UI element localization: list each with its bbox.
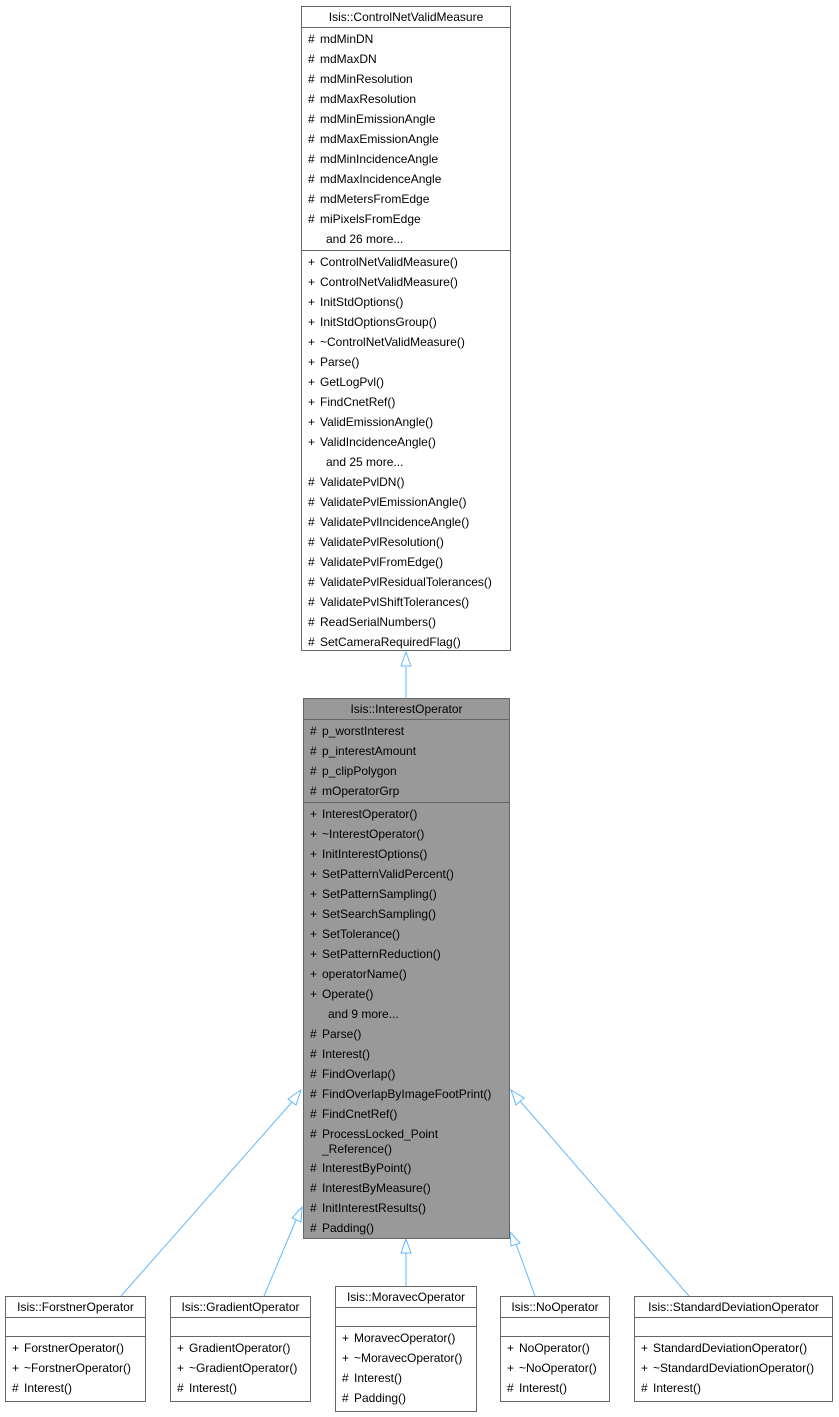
method-name: InitStdOptions() bbox=[320, 295, 404, 309]
visibility-marker: # bbox=[310, 1027, 317, 1041]
method-name: Parse() bbox=[322, 1027, 362, 1041]
method-name: ~ForstnerOperator() bbox=[24, 1361, 132, 1375]
method-name: SetSearchSampling() bbox=[322, 907, 437, 921]
class-gradientoperator[interactable] bbox=[170, 1296, 311, 1402]
attribute-name: mOperatorGrp bbox=[322, 784, 400, 798]
visibility-marker: + bbox=[308, 435, 316, 449]
method-name: ~NoOperator() bbox=[519, 1361, 597, 1375]
method-name: ControlNetValidMeasure() bbox=[320, 275, 458, 289]
method-row[interactable] bbox=[304, 824, 509, 844]
method-row[interactable] bbox=[501, 1378, 609, 1398]
visibility-marker: # bbox=[310, 784, 317, 798]
methods-section bbox=[171, 1337, 310, 1399]
method-row[interactable] bbox=[302, 552, 510, 572]
method-name: InitInterestOptions() bbox=[322, 847, 428, 861]
attribute-row[interactable] bbox=[302, 209, 510, 229]
method-row[interactable] bbox=[302, 372, 510, 392]
method-row[interactable] bbox=[336, 1388, 476, 1408]
method-row[interactable] bbox=[302, 312, 510, 332]
visibility-marker: # bbox=[12, 1381, 19, 1395]
methods-section bbox=[501, 1337, 609, 1399]
method-row[interactable] bbox=[304, 1124, 509, 1158]
method-name: SetPatternSampling() bbox=[322, 887, 437, 901]
arrowhead-forstner bbox=[288, 1090, 301, 1105]
method-name: StandardDeviationOperator() bbox=[653, 1341, 808, 1355]
visibility-marker: + bbox=[641, 1361, 649, 1375]
attributes-section bbox=[501, 1318, 609, 1337]
method-name: ~ControlNetValidMeasure() bbox=[320, 335, 465, 349]
class-title[interactable]: Isis::ControlNetValidMeasure bbox=[302, 7, 510, 28]
attribute-row[interactable] bbox=[304, 721, 509, 741]
method-name: FindCnetRef() bbox=[322, 1107, 398, 1121]
attribute-row[interactable] bbox=[304, 761, 509, 781]
attribute-row[interactable] bbox=[304, 741, 509, 761]
visibility-marker: # bbox=[310, 1221, 317, 1235]
visibility-marker: # bbox=[308, 212, 315, 226]
method-name: InitStdOptionsGroup() bbox=[320, 315, 437, 329]
attribute-name: miPixelsFromEdge bbox=[320, 212, 421, 226]
class-interestoperator[interactable] bbox=[303, 698, 510, 1239]
class-moravecoperator[interactable] bbox=[335, 1286, 477, 1412]
method-row[interactable] bbox=[302, 252, 510, 272]
visibility-marker: + bbox=[310, 807, 318, 821]
method-name: Interest() bbox=[519, 1381, 568, 1395]
method-row[interactable] bbox=[635, 1338, 832, 1358]
visibility-marker: # bbox=[342, 1371, 349, 1385]
class-title[interactable]: Isis::InterestOperator bbox=[304, 699, 509, 720]
method-row[interactable] bbox=[635, 1358, 832, 1378]
visibility-marker: # bbox=[308, 172, 315, 186]
method-row[interactable] bbox=[302, 572, 510, 592]
more-label: and 26 more... bbox=[326, 232, 404, 246]
attribute-name: mdMaxResolution bbox=[320, 92, 417, 106]
method-name: ReadSerialNumbers() bbox=[320, 615, 437, 629]
visibility-marker: # bbox=[308, 475, 315, 489]
visibility-marker: + bbox=[177, 1361, 185, 1375]
visibility-marker: # bbox=[308, 52, 315, 66]
method-row[interactable] bbox=[302, 332, 510, 352]
attributes-section bbox=[171, 1318, 310, 1337]
attribute-row[interactable] bbox=[304, 781, 509, 801]
visibility-marker: # bbox=[310, 724, 317, 738]
visibility-marker: + bbox=[308, 295, 316, 309]
method-name: ValidIncidenceAngle() bbox=[320, 435, 436, 449]
method-row[interactable] bbox=[304, 804, 509, 824]
visibility-marker: # bbox=[177, 1381, 184, 1395]
method-name: Interest() bbox=[322, 1047, 371, 1061]
method-row[interactable] bbox=[302, 632, 510, 652]
method-name: SetPatternValidPercent() bbox=[322, 867, 454, 881]
arrowhead-moravec bbox=[401, 1239, 411, 1253]
arrowhead-gradient bbox=[292, 1207, 302, 1222]
method-row[interactable] bbox=[304, 1178, 509, 1198]
method-row[interactable] bbox=[302, 272, 510, 292]
visibility-marker: # bbox=[308, 635, 315, 649]
method-row[interactable] bbox=[304, 964, 509, 984]
visibility-marker: + bbox=[308, 255, 316, 269]
method-row[interactable] bbox=[304, 1198, 509, 1218]
method-row[interactable] bbox=[6, 1378, 145, 1398]
attribute-row[interactable] bbox=[302, 69, 510, 89]
class-title[interactable]: Isis::GradientOperator bbox=[171, 1297, 310, 1318]
more-label: and 25 more... bbox=[326, 455, 404, 469]
method-name: ~MoravecOperator() bbox=[354, 1351, 463, 1365]
more-members-link[interactable] bbox=[304, 1004, 509, 1024]
method-name: ControlNetValidMeasure() bbox=[320, 255, 458, 269]
class-forstneroperator[interactable] bbox=[5, 1296, 146, 1402]
attribute-name: mdMaxDN bbox=[320, 52, 377, 66]
visibility-marker: # bbox=[310, 1161, 317, 1175]
edge-gradient-to-interestoperator bbox=[264, 1220, 296, 1296]
method-name: ~InterestOperator() bbox=[322, 827, 425, 841]
visibility-marker: + bbox=[310, 947, 318, 961]
visibility-marker: + bbox=[310, 967, 318, 981]
method-row[interactable] bbox=[302, 612, 510, 632]
method-name: Interest() bbox=[189, 1381, 238, 1395]
method-name: Interest() bbox=[653, 1381, 702, 1395]
visibility-marker: + bbox=[310, 987, 318, 1001]
visibility-marker: # bbox=[310, 744, 317, 758]
visibility-marker: + bbox=[12, 1361, 20, 1375]
method-name: InterestOperator() bbox=[322, 807, 418, 821]
attribute-row[interactable] bbox=[302, 129, 510, 149]
attributes-section bbox=[304, 720, 509, 803]
method-row[interactable] bbox=[304, 924, 509, 944]
visibility-marker: + bbox=[507, 1341, 515, 1355]
attribute-row[interactable] bbox=[302, 169, 510, 189]
method-name: ProcessLocked_Point _Reference() bbox=[322, 1127, 439, 1156]
visibility-marker: # bbox=[308, 92, 315, 106]
visibility-marker: + bbox=[308, 315, 316, 329]
attribute-name: mdMetersFromEdge bbox=[320, 192, 430, 206]
method-row[interactable] bbox=[501, 1338, 609, 1358]
attribute-name: mdMaxEmissionAngle bbox=[320, 132, 439, 146]
method-row[interactable] bbox=[302, 492, 510, 512]
edge-standarddeviation-to-interestoperator bbox=[520, 1101, 689, 1296]
method-row[interactable] bbox=[336, 1368, 476, 1388]
method-row[interactable] bbox=[302, 512, 510, 532]
method-row[interactable] bbox=[171, 1378, 310, 1398]
method-row[interactable] bbox=[6, 1358, 145, 1378]
method-name: SetTolerance() bbox=[322, 927, 401, 941]
attributes-section bbox=[336, 1308, 476, 1327]
visibility-marker: + bbox=[310, 847, 318, 861]
visibility-marker: # bbox=[308, 515, 315, 529]
visibility-marker: + bbox=[342, 1351, 350, 1365]
attribute-row[interactable] bbox=[302, 89, 510, 109]
attribute-name: mdMaxIncidenceAngle bbox=[320, 172, 442, 186]
attribute-name: mdMinIncidenceAngle bbox=[320, 152, 439, 166]
method-row[interactable] bbox=[304, 864, 509, 884]
attribute-name: mdMinDN bbox=[320, 32, 374, 46]
method-name: SetCameraRequiredFlag() bbox=[320, 635, 461, 649]
visibility-marker: + bbox=[641, 1341, 649, 1355]
method-name: NoOperator() bbox=[519, 1341, 590, 1355]
method-row[interactable] bbox=[304, 1104, 509, 1124]
method-name: FindCnetRef() bbox=[320, 395, 396, 409]
method-row[interactable] bbox=[336, 1348, 476, 1368]
method-name: ValidEmissionAngle() bbox=[320, 415, 434, 429]
visibility-marker: # bbox=[310, 1107, 317, 1121]
visibility-marker: # bbox=[310, 1127, 317, 1141]
method-name: GradientOperator() bbox=[189, 1341, 291, 1355]
method-row[interactable] bbox=[304, 1218, 509, 1238]
visibility-marker: + bbox=[310, 887, 318, 901]
methods-section bbox=[635, 1337, 832, 1399]
attribute-name: p_interestAmount bbox=[322, 744, 417, 758]
method-row[interactable] bbox=[635, 1378, 832, 1398]
visibility-marker: # bbox=[310, 1067, 317, 1081]
visibility-marker: # bbox=[308, 495, 315, 509]
method-row[interactable] bbox=[336, 1328, 476, 1348]
visibility-marker: # bbox=[308, 192, 315, 206]
method-name: Operate() bbox=[322, 987, 374, 1001]
attribute-name: p_worstInterest bbox=[322, 724, 405, 738]
attribute-row[interactable] bbox=[302, 109, 510, 129]
attributes-section bbox=[6, 1318, 145, 1337]
method-name: ValidatePvlDN() bbox=[320, 475, 405, 489]
visibility-marker: + bbox=[507, 1361, 515, 1375]
visibility-marker: # bbox=[310, 1087, 317, 1101]
edge-nooperator-to-interestoperator bbox=[516, 1244, 535, 1296]
class-nooperator[interactable] bbox=[500, 1296, 610, 1402]
class-title[interactable]: Isis::MoravecOperator bbox=[336, 1287, 476, 1308]
method-row[interactable] bbox=[501, 1358, 609, 1378]
methods-section bbox=[304, 803, 509, 1239]
visibility-marker: # bbox=[342, 1391, 349, 1405]
visibility-marker: # bbox=[308, 535, 315, 549]
method-row[interactable] bbox=[304, 844, 509, 864]
method-row[interactable] bbox=[304, 884, 509, 904]
method-name: SetPatternReduction() bbox=[322, 947, 441, 961]
visibility-marker: # bbox=[310, 1201, 317, 1215]
method-name: ValidatePvlFromEdge() bbox=[320, 555, 444, 569]
method-row[interactable] bbox=[304, 1158, 509, 1178]
method-row[interactable] bbox=[302, 592, 510, 612]
visibility-marker: + bbox=[310, 867, 318, 881]
attribute-row[interactable] bbox=[302, 49, 510, 69]
attribute-row[interactable] bbox=[302, 29, 510, 49]
visibility-marker: # bbox=[507, 1381, 514, 1395]
visibility-marker: + bbox=[308, 355, 316, 369]
visibility-marker: # bbox=[308, 575, 315, 589]
arrowhead-nooperator bbox=[510, 1232, 520, 1246]
method-name: ~GradientOperator() bbox=[189, 1361, 298, 1375]
more-members-link[interactable] bbox=[302, 452, 510, 472]
method-name: GetLogPvl() bbox=[320, 375, 385, 389]
methods-section bbox=[302, 251, 510, 653]
class-title[interactable]: Isis::ForstnerOperator bbox=[6, 1297, 145, 1318]
method-name: operatorName() bbox=[322, 967, 407, 981]
method-name: Padding() bbox=[354, 1391, 407, 1405]
method-name: ValidatePvlShiftTolerances() bbox=[320, 595, 470, 609]
method-name: FindOverlap() bbox=[322, 1067, 396, 1081]
visibility-marker: # bbox=[308, 72, 315, 86]
visibility-marker: # bbox=[308, 132, 315, 146]
method-name: Interest() bbox=[354, 1371, 403, 1385]
method-name: FindOverlapByImageFootPrint() bbox=[322, 1087, 492, 1101]
class-title[interactable]: Isis::StandardDeviationOperator bbox=[635, 1297, 832, 1318]
method-name: ForstnerOperator() bbox=[24, 1341, 125, 1355]
method-row[interactable] bbox=[6, 1338, 145, 1358]
method-row[interactable] bbox=[304, 904, 509, 924]
visibility-marker: + bbox=[308, 375, 316, 389]
visibility-marker: + bbox=[308, 415, 316, 429]
method-row[interactable] bbox=[302, 292, 510, 312]
method-row[interactable] bbox=[302, 392, 510, 412]
visibility-marker: + bbox=[177, 1341, 185, 1355]
method-name: Interest() bbox=[24, 1381, 73, 1395]
method-row[interactable] bbox=[302, 412, 510, 432]
edge-forstner-to-interestoperator bbox=[121, 1102, 292, 1296]
visibility-marker: # bbox=[310, 764, 317, 778]
method-row[interactable] bbox=[304, 1084, 509, 1104]
visibility-marker: + bbox=[308, 335, 316, 349]
methods-section bbox=[6, 1337, 145, 1399]
methods-section bbox=[336, 1327, 476, 1409]
method-name: ValidatePvlIncidenceAngle() bbox=[320, 515, 470, 529]
method-row[interactable] bbox=[304, 944, 509, 964]
attribute-name: p_clipPolygon bbox=[322, 764, 397, 778]
attributes-section bbox=[635, 1318, 832, 1337]
visibility-marker: # bbox=[308, 152, 315, 166]
method-name: InitInterestResults() bbox=[322, 1201, 427, 1215]
more-label: and 9 more... bbox=[328, 1007, 399, 1021]
method-name: Padding() bbox=[322, 1221, 375, 1235]
attribute-row[interactable] bbox=[302, 149, 510, 169]
visibility-marker: # bbox=[308, 555, 315, 569]
visibility-marker: + bbox=[310, 827, 318, 841]
attributes-section bbox=[302, 28, 510, 251]
method-name: ValidatePvlEmissionAngle() bbox=[320, 495, 467, 509]
visibility-marker: # bbox=[641, 1381, 648, 1395]
visibility-marker: + bbox=[342, 1331, 350, 1345]
visibility-marker: # bbox=[308, 615, 315, 629]
visibility-marker: # bbox=[310, 1181, 317, 1195]
visibility-marker: # bbox=[310, 1047, 317, 1061]
method-row[interactable] bbox=[171, 1358, 310, 1378]
attribute-name: mdMinEmissionAngle bbox=[320, 112, 436, 126]
visibility-marker: + bbox=[310, 927, 318, 941]
method-row[interactable] bbox=[304, 1044, 509, 1064]
method-row[interactable] bbox=[304, 984, 509, 1004]
method-name: Parse() bbox=[320, 355, 360, 369]
method-row[interactable] bbox=[302, 352, 510, 372]
method-name: InterestByMeasure() bbox=[322, 1181, 431, 1195]
method-row[interactable] bbox=[302, 532, 510, 552]
more-members-link[interactable] bbox=[302, 229, 510, 249]
class-controlnetvalidmeasure[interactable] bbox=[301, 6, 511, 651]
method-name: ValidatePvlResolution() bbox=[320, 535, 444, 549]
attribute-row[interactable] bbox=[302, 189, 510, 209]
visibility-marker: + bbox=[308, 275, 316, 289]
visibility-marker: + bbox=[12, 1341, 20, 1355]
method-name: ValidatePvlResidualTolerances() bbox=[320, 575, 492, 589]
method-name: InterestByPoint() bbox=[322, 1161, 412, 1175]
visibility-marker: + bbox=[310, 907, 318, 921]
method-row[interactable] bbox=[171, 1338, 310, 1358]
visibility-marker: # bbox=[308, 595, 315, 609]
method-row[interactable] bbox=[304, 1064, 509, 1084]
method-name: ~StandardDeviationOperator() bbox=[653, 1361, 815, 1375]
method-name: MoravecOperator() bbox=[354, 1331, 456, 1345]
arrowhead-controlnetvalidmeasure bbox=[401, 652, 411, 666]
attribute-name: mdMinResolution bbox=[320, 72, 413, 86]
visibility-marker: # bbox=[308, 32, 315, 46]
method-row[interactable] bbox=[302, 432, 510, 452]
visibility-marker: # bbox=[308, 112, 315, 126]
method-row[interactable] bbox=[304, 1024, 509, 1044]
class-title[interactable]: Isis::NoOperator bbox=[501, 1297, 609, 1318]
visibility-marker: + bbox=[308, 395, 316, 409]
class-standarddeviationoperator[interactable] bbox=[634, 1296, 833, 1402]
method-row[interactable] bbox=[302, 472, 510, 492]
